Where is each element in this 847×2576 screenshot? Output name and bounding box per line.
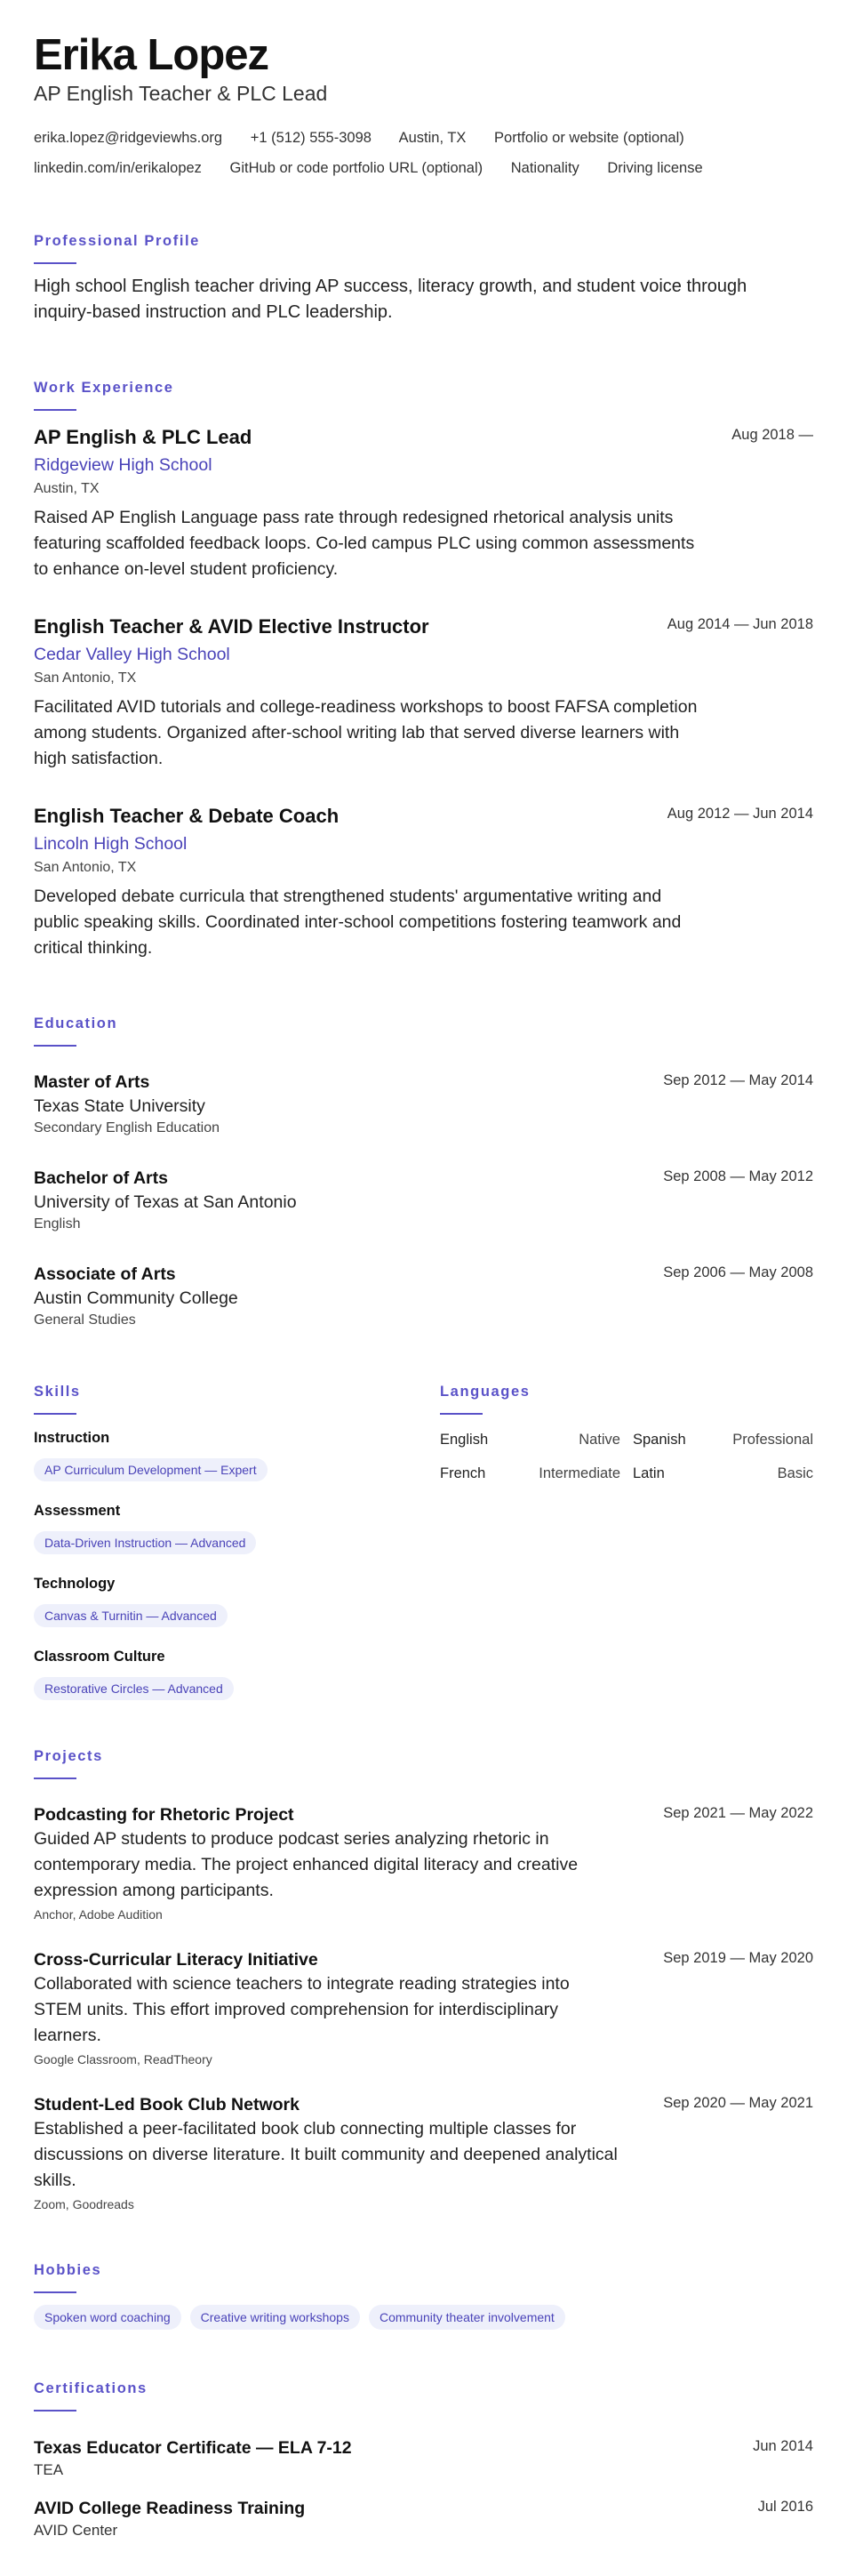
skill-pill: Restorative Circles — Advanced <box>34 1677 234 1700</box>
project-description: Guided AP students to produce podcast series analyzing rhetoric in contemporary media. The project enhanced digital literacy and creative expression among participants. <box>34 1829 579 1900</box>
nationality-text: Nationality <box>510 160 579 176</box>
skill-pill: AP Curriculum Development — Expert <box>34 1458 268 1481</box>
job-date: Aug 2014 — Jun 2018 <box>667 616 813 632</box>
job-company[interactable]: Ridgeview High School <box>34 455 212 475</box>
project-date: Sep 2020 — May 2021 <box>663 2095 813 2111</box>
linkedin-link[interactable]: linkedin.com/in/erikalopez <box>34 160 202 176</box>
education-degree: Master of Arts <box>34 1072 150 1092</box>
phone-number[interactable]: +1 (512) 555-3098 <box>250 130 372 146</box>
education-field: Secondary English Education <box>34 1120 220 1136</box>
section-title-projects: Projects <box>34 1748 103 1764</box>
education-entry <box>34 1263 813 1330</box>
certification-issuer: TEA <box>34 2461 64 2478</box>
email-link[interactable]: erika.lopez@ridgeviewhs.org <box>34 130 223 146</box>
education-school: Austin Community College <box>34 1288 238 1308</box>
education-degree: Bachelor of Arts <box>34 1168 168 1188</box>
location-text: Austin, TX <box>398 130 467 146</box>
job-date: Aug 2012 — Jun 2014 <box>667 806 813 822</box>
education-school: Texas State University <box>34 1096 205 1116</box>
project-entry <box>34 1803 813 1923</box>
job-title: AP English & PLC Lead <box>34 426 252 448</box>
job-entry <box>34 804 813 961</box>
project-tech: Google Classroom, ReadTheory <box>34 2052 212 2066</box>
certification-entry <box>34 2497 813 2541</box>
project-tech: Anchor, Adobe Audition <box>34 1907 163 1922</box>
project-description: Collaborated with science teachers to integrate reading strategies into STEM units. This effort improved comprehension for interdisciplinary learners. <box>34 1974 570 2045</box>
skill-category: Assessment <box>34 1503 121 1519</box>
hobby-pill: Creative writing workshops <box>190 2305 360 2330</box>
section-title-work: Work Experience <box>34 380 174 396</box>
job-location: San Antonio, TX <box>34 860 137 875</box>
certification-issuer: AVID Center <box>34 2522 118 2539</box>
section-title-profile: Professional Profile <box>34 233 200 249</box>
skill-pill: Canvas & Turnitin — Advanced <box>34 1604 228 1627</box>
project-name: Cross-Curricular Literacy Initiative <box>34 1950 318 1970</box>
portfolio-link[interactable]: Portfolio or website (optional) <box>494 130 684 146</box>
language-name: Spanish <box>633 1432 686 1448</box>
project-name: Student-Led Book Club Network <box>34 2095 300 2115</box>
project-entry <box>34 2093 813 2213</box>
job-company[interactable]: Lincoln High School <box>34 834 188 854</box>
hobby-pill: Spoken word coaching <box>34 2305 181 2330</box>
language-name: English <box>440 1432 489 1448</box>
project-description: Established a peer-facilitated book club connecting multiple classes for discussions on diverse literature. It built community and deepened analytical skills. <box>34 2119 618 2190</box>
section-title-hobbies: Hobbies <box>34 2262 102 2278</box>
education-entry <box>34 1167 813 1234</box>
job-company[interactable]: Cedar Valley High School <box>34 645 230 664</box>
job-description: Raised AP English Language pass rate through redesigned rhetorical analysis units featuring scaffolded feedback loops. Co-led campus PLC using common assessments to enhance on-level student proficiency. <box>34 508 695 579</box>
contact-row-1 <box>34 130 708 147</box>
language-level: Native <box>579 1432 620 1448</box>
section-title-skills: Skills <box>34 1384 81 1400</box>
job-location: Austin, TX <box>34 481 100 496</box>
education-date: Sep 2008 — May 2012 <box>663 1168 813 1184</box>
contact-row-2 <box>34 160 727 177</box>
education-school: University of Texas at San Antonio <box>34 1192 297 1212</box>
project-entry <box>34 1948 813 2068</box>
candidate-headline: AP English Teacher & PLC Lead <box>34 82 328 105</box>
education-date: Sep 2006 — May 2008 <box>663 1264 813 1280</box>
section-title-education: Education <box>34 1015 118 1031</box>
candidate-name: Erika Lopez <box>34 31 269 79</box>
github-link[interactable]: GitHub or code portfolio URL (optional) <box>229 160 483 176</box>
job-description: Developed debate curricula that strengthened students' argumentative writing and public speaking skills. Coordinated inter-school competitions fostering teamwork and critical thinking. <box>34 887 682 958</box>
hobbies-list <box>34 2305 574 2330</box>
certification-date: Jun 2014 <box>753 2438 813 2454</box>
language-name: Latin <box>633 1465 665 1481</box>
section-title-languages: Languages <box>440 1384 531 1400</box>
education-degree: Associate of Arts <box>34 1264 176 1284</box>
skill-category: Technology <box>34 1576 116 1592</box>
certification-name: AVID College Readiness Training <box>34 2499 306 2518</box>
job-date: Aug 2018 — <box>731 427 813 443</box>
job-description: Facilitated AVID tutorials and college-readiness workshops to boost FAFSA completion among students. Organized after-school writing lab that served diverse learners with high satisfaction. <box>34 697 698 768</box>
project-date: Sep 2021 — May 2022 <box>663 1805 813 1821</box>
certification-date: Jul 2016 <box>757 2499 813 2515</box>
project-tech: Zoom, Goodreads <box>34 2197 134 2211</box>
skill-category: Classroom Culture <box>34 1649 165 1665</box>
job-location: San Antonio, TX <box>34 670 137 686</box>
section-title-certifications: Certifications <box>34 2380 148 2396</box>
language-level: Intermediate <box>539 1465 620 1481</box>
job-title: English Teacher & AVID Elective Instructor <box>34 615 429 638</box>
job-entry <box>34 614 813 772</box>
education-field: English <box>34 1216 81 1232</box>
certification-entry <box>34 2436 813 2481</box>
education-date: Sep 2012 — May 2014 <box>663 1072 813 1088</box>
language-level: Basic <box>777 1465 813 1481</box>
project-date: Sep 2019 — May 2020 <box>663 1950 813 1966</box>
education-field: General Studies <box>34 1312 136 1328</box>
profile-summary: High school English teacher driving AP success, literacy growth, and student voice through inquiry-based instruction and PLC leadership. <box>34 277 747 322</box>
certification-name: Texas Educator Certificate — ELA 7-12 <box>34 2438 352 2458</box>
driving-license-text: Driving license <box>607 160 703 176</box>
language-level: Professional <box>732 1432 813 1448</box>
skill-category: Instruction <box>34 1430 110 1446</box>
job-entry <box>34 425 813 582</box>
skill-pill: Data-Driven Instruction — Advanced <box>34 1531 256 1554</box>
language-name: French <box>440 1465 486 1481</box>
education-entry <box>34 1071 813 1138</box>
hobby-pill: Community theater involvement <box>369 2305 565 2330</box>
project-name: Podcasting for Rhetoric Project <box>34 1805 294 1825</box>
job-title: English Teacher & Debate Coach <box>34 805 340 827</box>
